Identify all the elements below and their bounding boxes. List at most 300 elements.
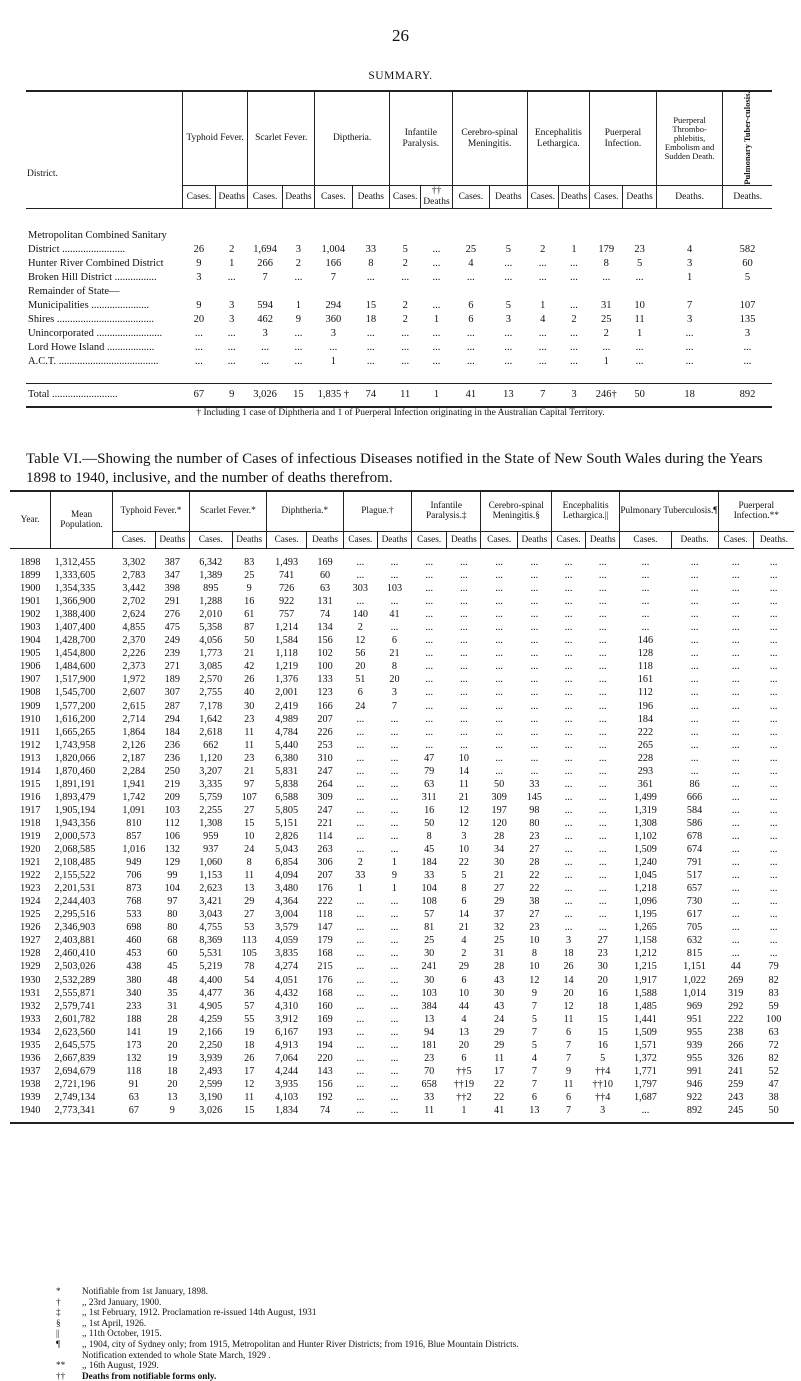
cell: 1,016	[122, 844, 146, 856]
cell: ...	[564, 909, 573, 921]
cell: 253	[317, 739, 333, 751]
cell	[656, 285, 723, 299]
total-cell: 246†	[590, 383, 623, 407]
cell: ...	[731, 700, 740, 712]
cell: 23	[529, 831, 540, 842]
cell: 674	[686, 844, 703, 856]
table-row	[10, 661, 794, 674]
footnote-line	[56, 1339, 776, 1350]
cell: 1,771	[633, 1065, 657, 1077]
year-cell: 1921	[20, 857, 41, 869]
cell: 78	[244, 961, 255, 973]
cell: 3,085	[199, 661, 223, 673]
cell: 2,721,196	[54, 1078, 96, 1090]
cell: ...	[598, 817, 607, 829]
cell: 3	[229, 313, 235, 325]
cell: 221	[317, 817, 333, 829]
cell: ...	[343, 1104, 377, 1122]
table-row	[26, 355, 772, 369]
cell: 20	[167, 1078, 178, 1090]
cell: 60	[319, 570, 331, 582]
cell: 1,517,900	[54, 674, 96, 686]
cell: 3	[295, 243, 302, 255]
cell: ...	[598, 844, 607, 856]
year-cell: 1938	[20, 1078, 41, 1090]
cell	[282, 285, 314, 299]
cell	[315, 285, 353, 299]
cell: 30	[424, 974, 435, 986]
cell: ...	[356, 831, 365, 842]
table-row	[10, 752, 794, 765]
cell: ...	[564, 583, 573, 595]
cell: ...	[731, 883, 740, 895]
cell: ...	[495, 765, 503, 777]
cell: 705	[686, 922, 703, 934]
cell: 8	[368, 257, 374, 269]
cell: 380	[126, 974, 142, 986]
cell: 25	[424, 935, 435, 947]
cell: 26	[244, 1052, 255, 1064]
sub-header: †† Deaths	[421, 186, 452, 209]
year-cell: 1915	[20, 778, 41, 790]
cell: 87	[244, 622, 255, 634]
cell: 13	[517, 1104, 551, 1122]
cell: 741	[278, 570, 295, 582]
cell: 184	[637, 713, 654, 725]
cell: ...	[769, 700, 778, 712]
cell: 36	[244, 987, 255, 999]
cell: ...	[690, 622, 699, 634]
cell: 30	[494, 987, 505, 999]
cell: 7	[531, 1000, 537, 1012]
cell: 586	[686, 817, 703, 829]
cell	[421, 229, 452, 243]
cell: 2	[461, 948, 467, 960]
cell: ...	[731, 831, 740, 842]
cell: 2,503,026	[54, 961, 96, 973]
cell: ...	[294, 355, 303, 367]
cell: 387	[164, 557, 180, 569]
cell: ...	[769, 909, 778, 921]
cell: 33	[365, 243, 377, 255]
cell: ...	[731, 674, 740, 686]
table-row	[10, 804, 794, 817]
table-vi-caption: Table VI.—Showing the number of Cases of infectious Diseases notified in the State of New South Wales during the Years 1898 to 1940, inclusive, and the number of deaths therefrom.	[26, 451, 763, 486]
cell: ...	[425, 726, 433, 738]
table-row	[10, 765, 794, 778]
cell: 107	[241, 791, 257, 803]
cell: 20	[563, 987, 574, 999]
cell: 698	[126, 922, 142, 934]
cell: 8	[426, 831, 432, 842]
year-cell: 1931	[20, 987, 41, 999]
cell: 72	[768, 1039, 779, 1051]
footnote-text: ,, 11th October, 1915.	[82, 1328, 162, 1339]
cell: 13	[458, 1026, 469, 1038]
cell: 310	[317, 752, 333, 764]
cell: 222	[637, 726, 654, 738]
cell: 7	[262, 271, 268, 283]
footnote-mark: §	[56, 1317, 61, 1328]
district-name: Unincorporated .........................	[28, 327, 163, 339]
district-name: Metropolitan Combined Sanitary	[28, 229, 167, 241]
cell: ...	[731, 752, 740, 764]
cell: ...	[598, 674, 607, 686]
cell: 27	[529, 844, 540, 856]
cell	[723, 229, 772, 243]
cell: 873	[126, 883, 142, 895]
cell: 3	[686, 257, 693, 269]
cell: ...	[690, 713, 699, 725]
table-row	[10, 687, 794, 700]
cell: 3,442	[122, 583, 146, 595]
table-row	[26, 271, 772, 285]
cell: ...	[769, 596, 778, 608]
cell: 8	[391, 661, 398, 673]
cell: ...	[641, 557, 650, 569]
cell: 189	[164, 674, 180, 686]
cell: ...	[564, 570, 573, 582]
cell: ...	[598, 700, 607, 712]
cell: ...	[425, 713, 433, 725]
cell: 63	[768, 1026, 779, 1038]
cell: 47	[424, 752, 435, 764]
cell: ...	[564, 817, 573, 829]
cell: 23	[424, 1052, 435, 1064]
cell: 5,531	[199, 948, 223, 960]
sub-header: Deaths	[282, 186, 314, 209]
cell: 266	[257, 257, 273, 269]
cell: 955	[686, 1026, 703, 1038]
cell: 107	[739, 299, 756, 311]
table-row	[26, 229, 772, 243]
cell: 21	[494, 870, 505, 882]
cell: ...	[390, 622, 399, 634]
cell: 30	[244, 700, 255, 712]
cell: 946	[686, 1078, 703, 1090]
year-cell: 1927	[20, 935, 41, 947]
cell: 398	[164, 583, 180, 595]
cell: 5,043	[275, 844, 299, 856]
year-cell: 1917	[20, 804, 41, 816]
cell: ...	[769, 648, 778, 660]
cell: 128	[637, 648, 654, 660]
footnote-mark: †	[56, 1296, 61, 1307]
cell: 11	[412, 1104, 447, 1122]
cell: ...	[390, 922, 399, 934]
cell: 32	[494, 922, 505, 934]
sub-header: Cases.	[315, 186, 353, 209]
cell: ...	[538, 271, 547, 283]
cell: ...	[356, 935, 365, 947]
cell: 241	[421, 961, 437, 973]
cell: ...	[530, 596, 539, 608]
cell: ...	[460, 713, 468, 725]
cell: ...	[504, 271, 513, 283]
cell: 22	[458, 857, 469, 869]
cell: 1,893,479	[54, 791, 96, 803]
cell: 18	[244, 1039, 255, 1051]
cell: 1,407,400	[54, 622, 96, 634]
cell: ...	[432, 341, 441, 353]
cell: 80	[167, 922, 178, 934]
cell: ...	[564, 700, 573, 712]
cell: ...	[731, 896, 740, 908]
cell: 13	[167, 1091, 178, 1103]
cell: ...	[356, 726, 365, 738]
cell: ...	[731, 726, 740, 738]
cell: ...	[570, 341, 578, 353]
cell	[452, 285, 490, 299]
cell: 2	[402, 257, 408, 269]
cell: ...	[570, 257, 578, 269]
cell: 21	[458, 791, 469, 803]
cell: 54	[244, 974, 255, 986]
table-row	[10, 974, 794, 987]
cell: 2,783	[122, 570, 146, 582]
cell: 79	[768, 961, 779, 973]
cell: 50	[494, 778, 505, 790]
cell: 7	[531, 1065, 537, 1077]
cell: ...	[598, 896, 607, 908]
cell: ...	[690, 765, 699, 777]
cell: ...	[598, 765, 607, 777]
cell: ††19	[453, 1078, 475, 1090]
cell: ...	[769, 831, 778, 842]
cell: 326	[728, 1052, 744, 1064]
cell: ...	[495, 726, 503, 738]
cell: ...	[366, 271, 375, 283]
cell: 2,607	[122, 687, 146, 699]
cell: 12	[355, 635, 366, 647]
cell: ...	[564, 674, 573, 686]
cell: 1	[540, 299, 546, 311]
cell: ...	[530, 726, 539, 738]
cell: ...	[495, 752, 503, 764]
cell: 29	[494, 896, 505, 908]
cell: ...	[564, 596, 573, 608]
cell: ...	[390, 974, 399, 986]
cell: ...	[564, 831, 573, 842]
column-header: Pulmonary Tuber-culosis.	[723, 91, 772, 186]
cell: 5,358	[199, 622, 223, 634]
cell	[527, 285, 558, 299]
district-name: District ........................	[28, 243, 126, 255]
sub-header: Cases.	[452, 186, 490, 209]
group-header: Plague.†	[343, 491, 411, 531]
cell: ...	[460, 635, 468, 647]
cell: ...	[356, 909, 365, 921]
cell: ...	[769, 622, 778, 634]
cell: ...	[390, 557, 399, 569]
cell: ...	[598, 557, 607, 569]
cell: 55	[244, 1013, 255, 1025]
year-cell: 1920	[20, 844, 41, 856]
cell: 1,499	[633, 791, 657, 803]
cell: 33	[529, 778, 540, 790]
cell: 181	[421, 1039, 437, 1051]
cell: 1,366,900	[54, 596, 96, 608]
cell: 3,935	[275, 1078, 299, 1090]
cell: ...	[731, 583, 740, 595]
cell: 15	[244, 817, 255, 829]
cell: 22	[529, 883, 540, 895]
cell: 3,302	[122, 557, 146, 569]
cell: 1	[357, 883, 363, 895]
cell: 307	[164, 687, 180, 699]
cell: 1,376	[275, 674, 299, 686]
cell: ...	[432, 327, 441, 339]
cell: 83	[244, 557, 255, 569]
cell: 45	[424, 844, 435, 856]
table-row	[10, 713, 794, 726]
cell: 5,151	[275, 817, 299, 829]
cell: 30	[424, 948, 435, 960]
cell: ...	[564, 557, 573, 569]
year-cell: 1924	[20, 896, 41, 908]
sub-header: Cases.	[412, 531, 447, 548]
year-cell: 1936	[20, 1052, 41, 1064]
cell: ...	[504, 257, 513, 269]
cell: 143	[317, 1065, 333, 1077]
cell: ...	[690, 674, 699, 686]
cell: 226	[317, 726, 333, 738]
cell: 3,579	[275, 922, 299, 934]
column-header: Typhoid Fever.	[182, 91, 248, 186]
cell: 4,244	[275, 1065, 299, 1077]
cell: 1,485	[633, 1000, 657, 1012]
cell: 145	[526, 791, 543, 803]
cell: 1	[229, 257, 235, 269]
cell: ...	[598, 661, 607, 673]
cell: ...	[530, 648, 539, 660]
cell: 25	[244, 570, 255, 582]
cell: 80	[529, 817, 540, 829]
cell: 1,004	[321, 243, 346, 255]
district-name: Broken Hill District ................	[28, 271, 157, 283]
cell: 360	[325, 313, 342, 325]
footnote-line	[56, 1328, 776, 1339]
cell: ...	[356, 1039, 365, 1051]
cell: 1,214	[275, 622, 299, 634]
cell: 287	[164, 700, 180, 712]
cell: 17	[244, 1065, 255, 1077]
table-row	[10, 961, 794, 974]
cell: 6	[391, 635, 398, 647]
cell: ...	[356, 791, 365, 803]
cell: 2,419	[275, 700, 299, 712]
cell: 3,207	[199, 765, 223, 777]
cell: 42	[244, 661, 255, 673]
table-row	[10, 1065, 794, 1078]
cell: 1,388,400	[54, 609, 96, 621]
cell: 306	[317, 857, 333, 869]
cell: 135	[739, 313, 756, 325]
cell: ...	[731, 817, 740, 829]
sub-header: Cases.	[248, 186, 282, 209]
cell: 193	[317, 1026, 333, 1038]
cell: 2,346,903	[54, 922, 96, 934]
cell: 10	[529, 961, 540, 973]
cell: ...	[731, 557, 740, 569]
cell: ...	[598, 739, 607, 751]
cell: 25	[494, 935, 505, 947]
total-cell: 67	[182, 383, 215, 407]
cell: ...	[769, 896, 778, 908]
footnote-line	[56, 1360, 776, 1371]
cell: ...	[460, 583, 468, 595]
cell: 1,219	[275, 661, 299, 673]
cell: 4	[468, 257, 474, 269]
total-cell: 1,835 †	[315, 383, 353, 407]
cell: 50	[424, 817, 435, 829]
column-header: Puerperal Infection.	[590, 91, 657, 186]
cell: 1,354,335	[54, 583, 96, 595]
year-cell: 1913	[20, 752, 41, 764]
cell: ...	[390, 752, 399, 764]
cell: 9	[155, 1104, 189, 1122]
footnote-text: ,, 1904, city of Sydney only; from 1915, Metropolitan and Hunter River Districts; from 1916, Blue Mountain Districts.	[82, 1338, 519, 1349]
cell: ...	[390, 1000, 399, 1012]
cell: 768	[126, 896, 142, 908]
footnote-line	[56, 1297, 776, 1308]
cell: 30	[597, 961, 608, 973]
cell: 31	[494, 948, 505, 960]
cell: ...	[731, 935, 740, 947]
cell: 7	[566, 1039, 572, 1051]
table-row	[10, 844, 794, 857]
cell: 17	[494, 1065, 505, 1077]
cell: 5,440	[275, 739, 299, 751]
cell: 291	[164, 596, 180, 608]
cell: ...	[261, 355, 270, 367]
cell: ...	[564, 739, 573, 751]
cell: 1,120	[199, 752, 223, 764]
cell: 131	[317, 596, 333, 608]
district-name: Remainder of State—	[28, 285, 120, 297]
cell: 10	[458, 844, 469, 856]
cell: 922	[278, 596, 295, 608]
cell: 9	[246, 583, 252, 595]
cell: 100	[317, 661, 333, 673]
cell: 44	[730, 961, 741, 973]
cell: 1,308	[633, 817, 657, 829]
summary-title: SUMMARY.	[368, 70, 433, 82]
year-cell: 1923	[20, 883, 41, 895]
year-cell: 1929	[20, 961, 41, 973]
cell: 582	[739, 243, 756, 255]
cell: ...	[390, 948, 399, 960]
sub-header: Cases.	[390, 186, 421, 209]
total-cell: 13	[490, 383, 528, 407]
cell: 11	[563, 1013, 574, 1025]
cell	[315, 229, 353, 243]
sub-header: Cases.	[343, 531, 377, 548]
total-cell: 15	[282, 383, 314, 407]
cell: 9	[295, 313, 302, 325]
cell: ...	[731, 622, 740, 634]
cell: ...	[598, 752, 607, 764]
total-cell: 892	[723, 383, 772, 407]
cell: 56	[355, 648, 366, 660]
cell: ...	[598, 804, 607, 816]
cell: 757	[278, 609, 295, 621]
cell: ...	[356, 778, 365, 790]
year-cell: 1901	[20, 596, 41, 608]
footnote-mark: **	[56, 1360, 66, 1371]
cell: ††4	[595, 1065, 611, 1077]
cell: 4,477	[199, 987, 223, 999]
